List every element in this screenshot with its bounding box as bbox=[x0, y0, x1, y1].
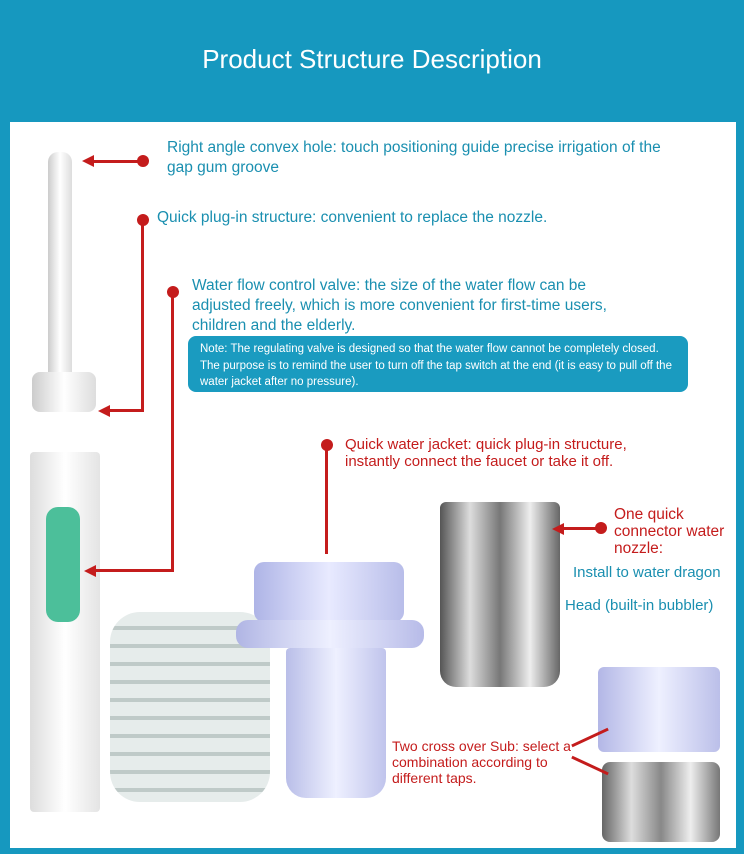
callout-line bbox=[325, 444, 328, 554]
water-jacket-body bbox=[286, 648, 386, 798]
callout-cross-over: Two cross over Sub: select a combination according to different taps. bbox=[392, 738, 571, 786]
callout-line bbox=[106, 409, 144, 412]
content-panel bbox=[10, 122, 736, 848]
callout-line bbox=[92, 569, 174, 572]
callout-line bbox=[90, 160, 140, 163]
irrigator-nozzle bbox=[48, 152, 72, 382]
callout-water-jacket: Quick water jacket: quick plug-in structure, instantly connect the faucet or take it off. bbox=[345, 436, 627, 470]
water-jacket-flange bbox=[236, 620, 424, 648]
connector-nozzle bbox=[440, 502, 560, 687]
arrow-icon bbox=[84, 565, 96, 577]
callout-plug-in: Quick plug-in structure: convenient to replace the nozzle. bbox=[157, 209, 548, 226]
callout-line bbox=[171, 292, 174, 572]
note-box: Note: The regulating valve is designed so that the water flow cannot be completely closed. The purpose is to remind the user to turn off the tap switch at the end (it is easy to pull off the water jacket after no pressure). bbox=[188, 336, 688, 392]
arrow-icon bbox=[98, 405, 110, 417]
flow-valve-slider bbox=[46, 507, 80, 622]
arrow-icon bbox=[552, 523, 564, 535]
irrigator-collar bbox=[32, 372, 96, 412]
adapter-chrome bbox=[602, 762, 720, 842]
callout-flow-valve: Water flow control valve: the size of the water flow can be adjusted freely, which is more convenient for first-time users, children and the elderly. bbox=[192, 277, 607, 334]
callout-line bbox=[141, 220, 144, 412]
callout-convex-hole: Right angle convex hole: touch positioning guide precise irrigation of the gap gum groove bbox=[167, 139, 661, 176]
callout-connector: One quick connector water nozzle: bbox=[614, 506, 725, 557]
callout-line bbox=[562, 527, 598, 530]
adapter-hex bbox=[598, 667, 720, 752]
page-title: Product Structure Description bbox=[202, 44, 542, 74]
irrigator-handle bbox=[30, 452, 100, 812]
arrow-icon bbox=[82, 155, 94, 167]
install-line-2: Head (built-in bubbler) bbox=[565, 597, 714, 614]
install-line-1: Install to water dragon bbox=[573, 564, 721, 581]
water-jacket-top bbox=[254, 562, 404, 622]
